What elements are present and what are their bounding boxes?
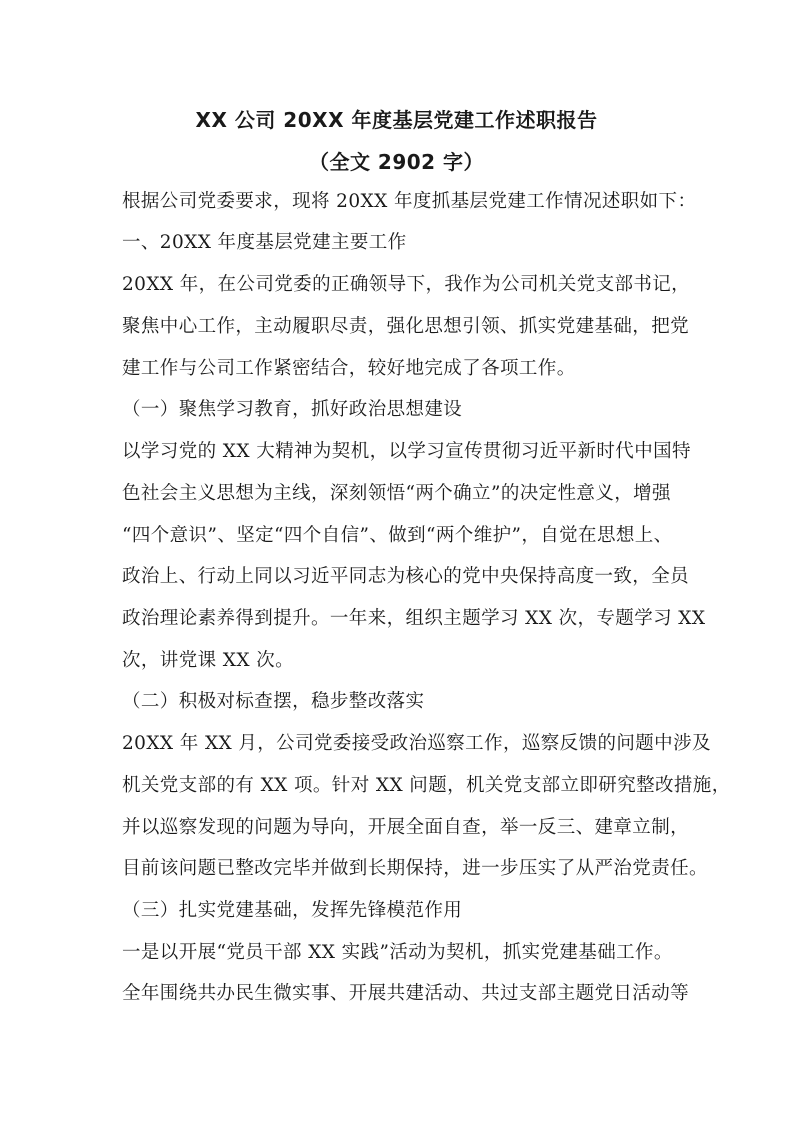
body-line: 20XX 年，在公司党委的正确领导下，我作为公司机关党支部书记， (122, 274, 691, 295)
body-line: 次，讲党课 XX 次。 (122, 650, 295, 671)
body-line: 聚焦中心工作，主动履职尽责，强化思想引领、抓实党建基础，把党 (122, 316, 690, 337)
body-line: 以学习党的 XX 大精神为契机，以学习宣传贯彻习近平新时代中国特 (122, 441, 691, 462)
body-line: 并以巡察发现的问题为导向，开展全面自查，举一反三、建章立制， (122, 817, 690, 838)
subsection-heading-3: （三）扎实党建基础，发挥先锋模范作用 (122, 900, 463, 921)
section-heading-1: 一、20XX 年度基层党建主要工作 (122, 232, 407, 253)
subsection-heading-1: （一）聚焦学习教育，抓好政治思想建设 (122, 399, 463, 420)
body-line: 政治上、行动上同以习近平同志为核心的党中央保持高度一致，全员 (122, 566, 690, 587)
body-line: 20XX 年 XX 月，公司党委接受政治巡察工作，巡察反馈的问题中涉及 (122, 733, 711, 754)
body-line: 一是以开展“党员干部 XX 实践”活动为契机，抓实党建基础工作。 (122, 942, 673, 963)
body-line: 目前该问题已整改完毕并做到长期保持，进一步压实了从严治党责任。 (122, 858, 708, 879)
body-line: 政治理论素养得到提升。一年来，组织主题学习 XX 次，专题学习 XX (122, 608, 706, 629)
body-line: “四个意识”、坚定“四个自信”、做到“两个维护”，自觉在思想上、 (122, 525, 673, 546)
subsection-heading-2: （二）积极对标查摆，稳步整改落实 (122, 691, 425, 712)
document-subtitle: （全文 2902 字） (308, 150, 485, 174)
body-line: 机关党支部的有 XX 项。针对 XX 问题，机关党支部立即研究整改措施， (122, 775, 731, 796)
body-line: 全年围绕共办民生微实事、开展共建活动、共过支部主题党日活动等 (122, 983, 690, 1004)
body-line: 色社会主义思想为主线，深刻领悟“两个确立”的决定性意义，增强 (122, 483, 671, 504)
intro-paragraph: 根据公司党委要求，现将 20XX 年度抓基层党建工作情况述职如下： (122, 191, 697, 212)
document-title: XX 公司 20XX 年度基层党建工作述职报告 (195, 108, 598, 132)
body-line: 建工作与公司工作紧密结合，较好地完成了各项工作。 (122, 358, 576, 379)
